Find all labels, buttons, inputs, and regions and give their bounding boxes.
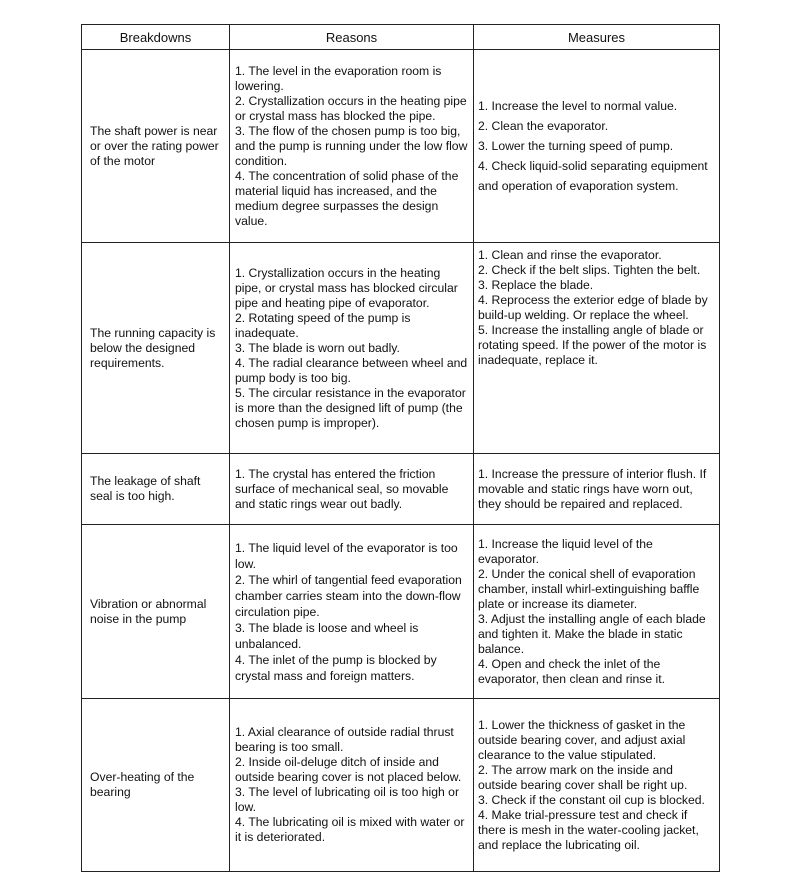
- list-item: 2. Clean the evaporator.: [478, 119, 609, 133]
- header-row: [82, 25, 720, 50]
- breakdown-cell: The shaft power is near or over the rating power of the motor: [82, 50, 230, 243]
- reasons-cell: [230, 50, 474, 243]
- reasons-cell: [230, 699, 474, 872]
- list-item: 2. The arrow mark on the inside and outside bearing cover shall be right up.: [478, 762, 688, 792]
- header-measures: Measures: [474, 25, 720, 50]
- list-item: 3. The flow of the chosen pump is too big, and the pump is running under the low flow condition.: [235, 123, 468, 168]
- list-item: 1. Clean and rinse the evaporator.: [478, 248, 662, 262]
- list-item: 3. Check if the constant oil cup is blocked.: [478, 792, 705, 807]
- list-item: 3. The level of lubricating oil is too high or low.: [235, 785, 460, 814]
- list-item: 4. Check liquid-solid separating equipment and operation of evaporation system.: [478, 159, 708, 193]
- breakdown-cell: The leakage of shaft seal is too high.: [82, 454, 230, 525]
- list-item: 1. Axial clearance of outside radial thrust bearing is too small.: [235, 725, 454, 754]
- list-item: 3. Adjust the installing angle of each blade and tighten it. Make the blade in static balance.: [478, 611, 706, 656]
- list-item: 2. Under the conical shell of evaporation chamber, install whirl-extinguishing baffle plate or increase its diameter.: [478, 566, 700, 611]
- list-item: 2. Inside oil-deluge ditch of inside and outside bearing cover is not placed below.: [235, 755, 462, 784]
- breakdown-cell: The running capacity is below the designed requirements.: [82, 243, 230, 454]
- list-item: 4. Reprocess the exterior edge of blade by build-up welding. Or replace the wheel.: [478, 293, 708, 322]
- measures-cell: [474, 525, 720, 699]
- list-item: 1. The crystal has entered the friction surface of mechanical seal, so movable and static rings wear out badly.: [235, 466, 449, 511]
- list-item: 1. Lower the thickness of gasket in the outside bearing cover, and adjust axial clearance to the value stipulated.: [478, 717, 686, 762]
- list-item: 5. The circular resistance in the evaporator is more than the designed lift of pump (the chosen pump is improper).: [235, 385, 466, 430]
- measures-cell: [474, 50, 720, 243]
- measures-cell: [474, 454, 720, 525]
- breakdown-cell: Over-heating of the bearing: [82, 699, 230, 872]
- measures-cell: [474, 243, 720, 454]
- table-row: [82, 525, 720, 699]
- troubleshooting-table: [81, 24, 720, 872]
- list-item: 2. Crystallization occurs in the heating pipe or crystal mass has blocked the pipe.: [235, 93, 467, 123]
- list-item: 3. Replace the blade.: [478, 278, 594, 292]
- table-row: [82, 50, 720, 243]
- list-item: 1. Increase the level to normal value.: [478, 99, 678, 113]
- table-row: [82, 243, 720, 454]
- list-item: 5. Increase the installing angle of blade or rotating speed. If the power of the motor is inadequate, replace it.: [478, 323, 707, 367]
- list-item: 4. Make trial-pressure test and check if there is mesh in the water-cooling jacket, and replace the lubricating oil.: [478, 807, 699, 852]
- header-breakdowns: Breakdowns: [82, 25, 230, 50]
- list-item: 4. The inlet of the pump is blocked by crystal mass and foreign matters.: [235, 652, 437, 683]
- table-row: [82, 699, 720, 872]
- list-item: 4. The concentration of solid phase of the material liquid has increased, and the medium degree surpasses the design value.: [235, 168, 459, 228]
- list-item: 1. The liquid level of the evaporator is too low.: [235, 540, 458, 571]
- reasons-cell: [230, 525, 474, 699]
- reasons-cell: [230, 243, 474, 454]
- list-item: 1. The level in the evaporation room is lowering.: [235, 63, 442, 93]
- list-item: 4. The lubricating oil is mixed with water or it is deteriorated.: [235, 815, 465, 844]
- list-item: 2. The whirl of tangential feed evaporation chamber carries steam into the down-flow circulation pipe.: [235, 572, 462, 619]
- list-item: 1. Crystallization occurs in the heating pipe, or crystal mass has blocked circular pipe and heating pipe of evaporator.: [235, 265, 458, 310]
- reasons-cell: [230, 454, 474, 525]
- list-item: 2. Rotating speed of the pump is inadequate.: [235, 310, 411, 340]
- list-item: 1. Increase the liquid level of the evaporator.: [478, 536, 653, 566]
- list-item: 1. Increase the pressure of interior flush. If movable and static rings have worn out, they should be repaired and replaced.: [478, 466, 707, 511]
- list-item: 2. Check if the belt slips. Tighten the belt.: [478, 263, 701, 277]
- list-item: 3. Lower the turning speed of pump.: [478, 139, 674, 153]
- header-reasons: Reasons: [230, 25, 474, 50]
- breakdown-cell: Vibration or abnormal noise in the pump: [82, 525, 230, 699]
- table-row: [82, 454, 720, 525]
- list-item: 3. The blade is loose and wheel is unbalanced.: [235, 620, 419, 651]
- list-item: 4. Open and check the inlet of the evaporator, then clean and rinse it.: [478, 656, 665, 686]
- measures-cell: [474, 699, 720, 872]
- list-item: 3. The blade is worn out badly.: [235, 340, 400, 355]
- list-item: 4. The radial clearance between wheel and pump body is too big.: [235, 355, 468, 385]
